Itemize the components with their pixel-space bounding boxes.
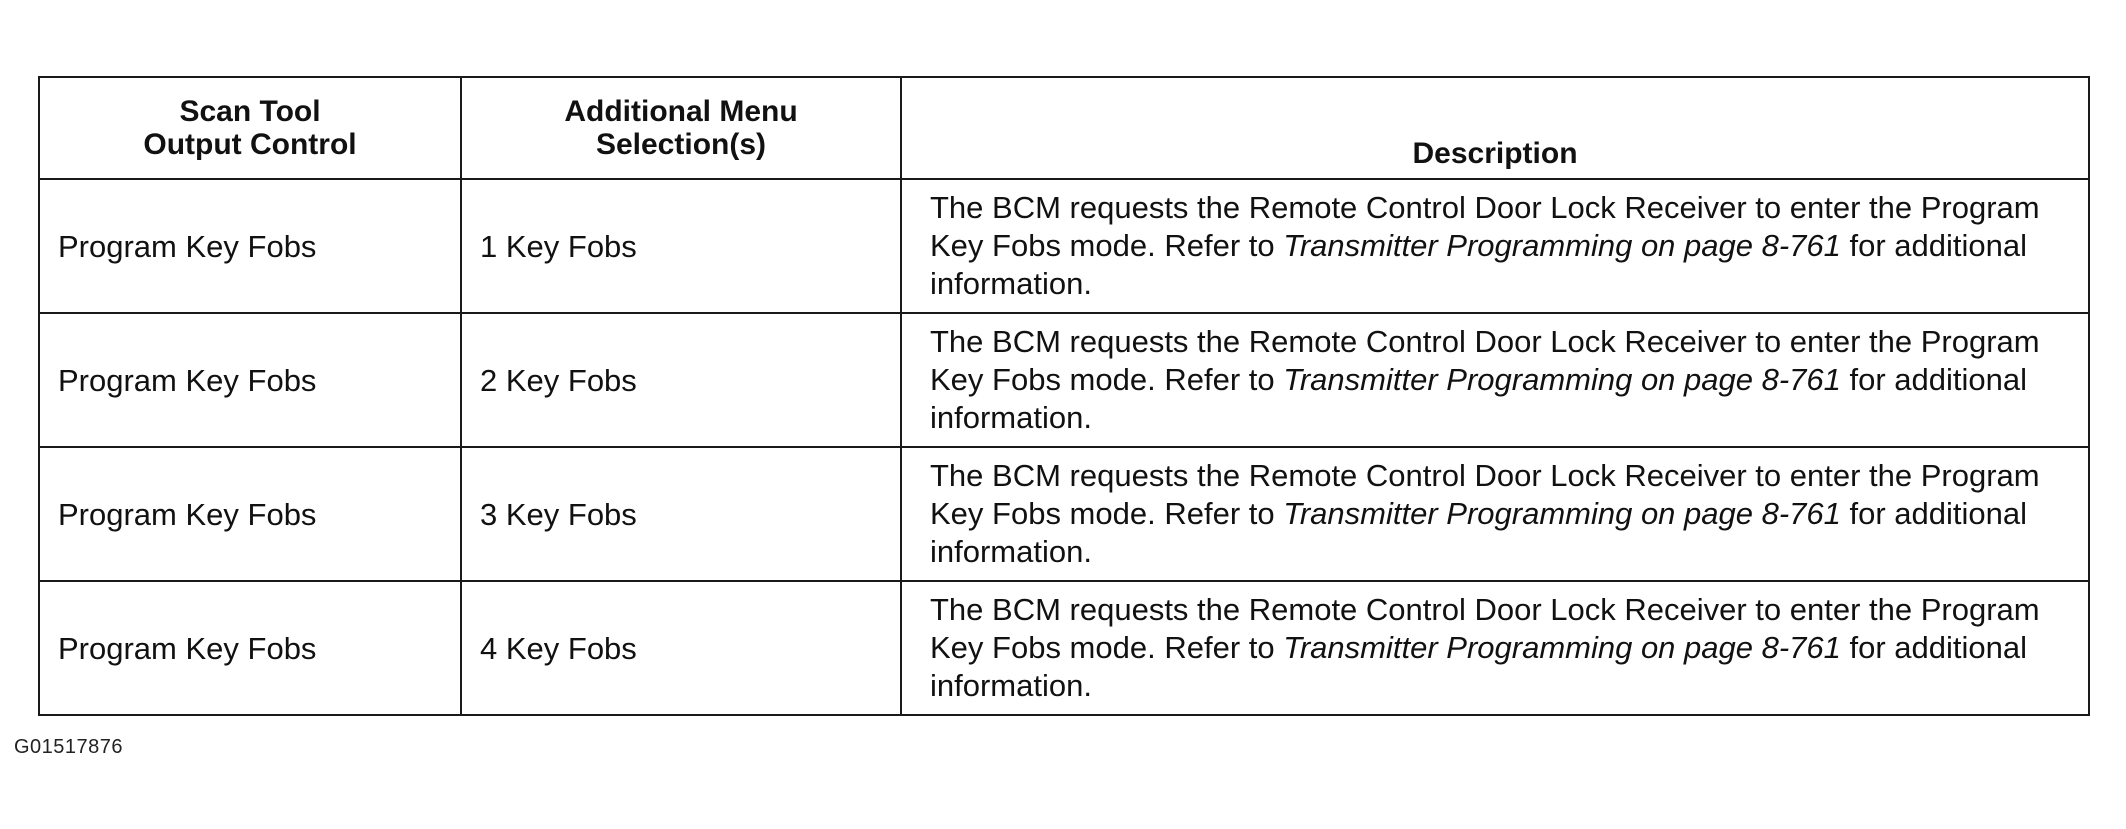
- description-text-end: for additional information.: [930, 630, 2028, 703]
- table-row: [39, 179, 2089, 313]
- cell-description: [901, 313, 2089, 447]
- description-text-end: for additional information.: [930, 496, 2028, 569]
- description-text: The BCM requests the Remote Control Door Lock Receiver to enter the Program Key Fobs mode. Refer to: [930, 190, 2040, 263]
- description-reference: Transmitter Programming on page 8-761: [1283, 228, 1841, 263]
- output-control-table: [38, 76, 2090, 716]
- table-row: [39, 447, 2089, 581]
- cell-output-control: Program Key Fobs: [39, 581, 461, 715]
- header-row: [39, 77, 2089, 179]
- table-row: [39, 313, 2089, 447]
- header-col2-line1: Additional Menu: [564, 95, 798, 128]
- header-col2-line2: Selection(s): [595, 128, 767, 161]
- description-reference: Transmitter Programming on page 8-761: [1283, 362, 1841, 397]
- table-header: [39, 77, 2089, 179]
- figure-id: G01517876: [14, 736, 124, 758]
- table-body: [39, 179, 2089, 715]
- cell-description: [901, 581, 2089, 715]
- cell-menu-selection: 4 Key Fobs: [461, 581, 901, 715]
- header-description: Description: [901, 77, 2089, 179]
- cell-description: [901, 447, 2089, 581]
- cell-output-control: Program Key Fobs: [39, 313, 461, 447]
- description-reference: Transmitter Programming on page 8-761: [1283, 496, 1841, 531]
- description-text: The BCM requests the Remote Control Door Lock Receiver to enter the Program Key Fobs mode. Refer to: [930, 458, 2040, 531]
- description-text-end: for additional information.: [930, 362, 2028, 435]
- cell-description: [901, 179, 2089, 313]
- description-text: The BCM requests the Remote Control Door Lock Receiver to enter the Program Key Fobs mode. Refer to: [930, 324, 2040, 397]
- header-additional-menu-selections: [461, 77, 901, 179]
- description-reference: Transmitter Programming on page 8-761: [1283, 630, 1841, 665]
- cell-menu-selection: 3 Key Fobs: [461, 447, 901, 581]
- cell-output-control: Program Key Fobs: [39, 179, 461, 313]
- header-col1-line2: Output Control: [143, 128, 357, 161]
- header-col1-line1: Scan Tool: [179, 95, 321, 128]
- header-scan-tool-output-control: [39, 77, 461, 179]
- cell-output-control: Program Key Fobs: [39, 447, 461, 581]
- description-text: The BCM requests the Remote Control Door Lock Receiver to enter the Program Key Fobs mode. Refer to: [930, 592, 2040, 665]
- cell-menu-selection: 1 Key Fobs: [461, 179, 901, 313]
- description-text-end: for additional information.: [930, 228, 2028, 301]
- cell-menu-selection: 2 Key Fobs: [461, 313, 901, 447]
- table-row: [39, 581, 2089, 715]
